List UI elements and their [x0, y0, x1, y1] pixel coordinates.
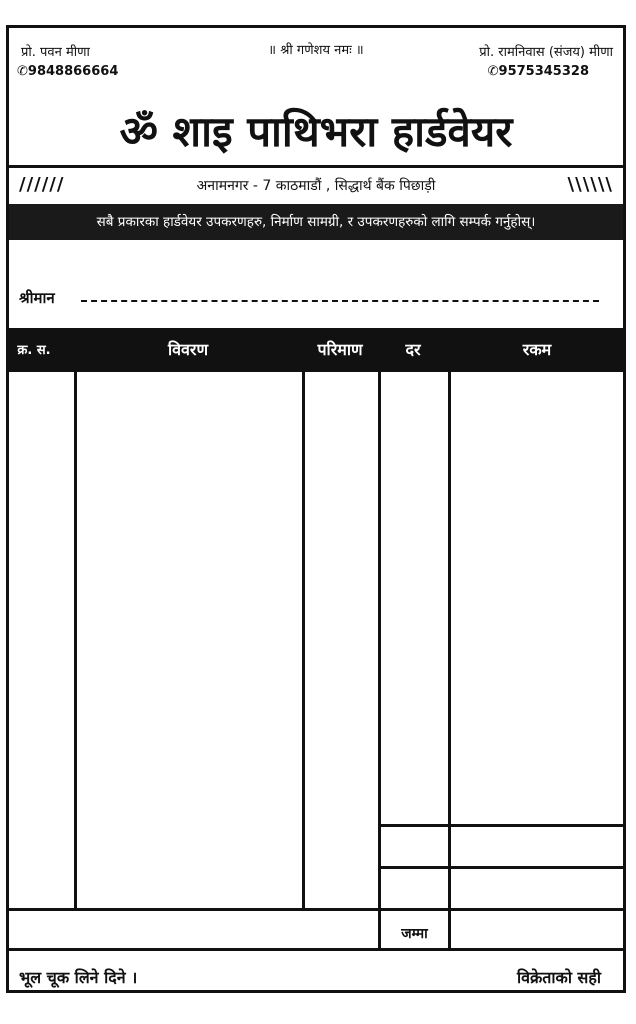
shop-title: ॐ शाइ पाथिभरा हार्डवेयर: [119, 107, 513, 156]
footer-note: भूल चूक लिने दिने ।: [19, 968, 138, 987]
left-phone: [17, 64, 118, 79]
table-header: [6, 328, 626, 372]
phone-icon: ✆: [17, 64, 28, 79]
total-row-top-line: [9, 908, 623, 911]
address: अनामनगर - 7 काठमाडौं , सिद्धार्थ बैंक पिछाड़ी: [196, 178, 436, 194]
column-divider: [378, 372, 381, 950]
divider: [9, 165, 623, 168]
total-amount-field[interactable]: [451, 912, 623, 948]
right-phone-number: 9575345328: [498, 64, 589, 79]
column-divider: [74, 372, 77, 910]
services-banner: सबै प्रकारका हार्डवेयर उपकरणहरु, निर्माण सामग्री, र उपकरणहरुको लागि सम्पर्क गर्नुहोस्।: [9, 204, 623, 240]
row-divider: [378, 824, 623, 827]
seller-signature-label: विक्रेताको सही: [516, 968, 601, 987]
column-header-description: विवरण: [167, 340, 209, 359]
column-header-rate: दर: [405, 340, 421, 359]
row-divider: [378, 866, 623, 869]
total-label: जम्मा: [401, 926, 428, 942]
column-header-serial: क्र. स.: [17, 343, 51, 358]
right-phone: [488, 64, 589, 79]
right-proprietor: प्रो. रामनिवास (संजय) मीणा: [479, 45, 613, 60]
bill-form: [6, 25, 626, 993]
left-slash-decoration: //////: [19, 174, 65, 195]
blessing: ॥ श्री गणेशय नमः ॥: [268, 43, 364, 58]
column-divider: [302, 372, 305, 910]
column-header-quantity: परिमाण: [317, 340, 363, 359]
phone-icon: ✆: [487, 64, 499, 79]
total-row-bottom-line: [9, 948, 623, 951]
left-proprietor: प्रो. पवन मीणा: [21, 45, 90, 60]
customer-label: श्रीमान: [19, 289, 55, 307]
left-phone-number: 9848866664: [27, 64, 119, 79]
column-divider: [448, 372, 451, 950]
right-slash-decoration: \\\\\\: [567, 174, 613, 195]
column-header-amount: रकम: [522, 340, 552, 359]
customer-name-line[interactable]: [81, 300, 599, 302]
